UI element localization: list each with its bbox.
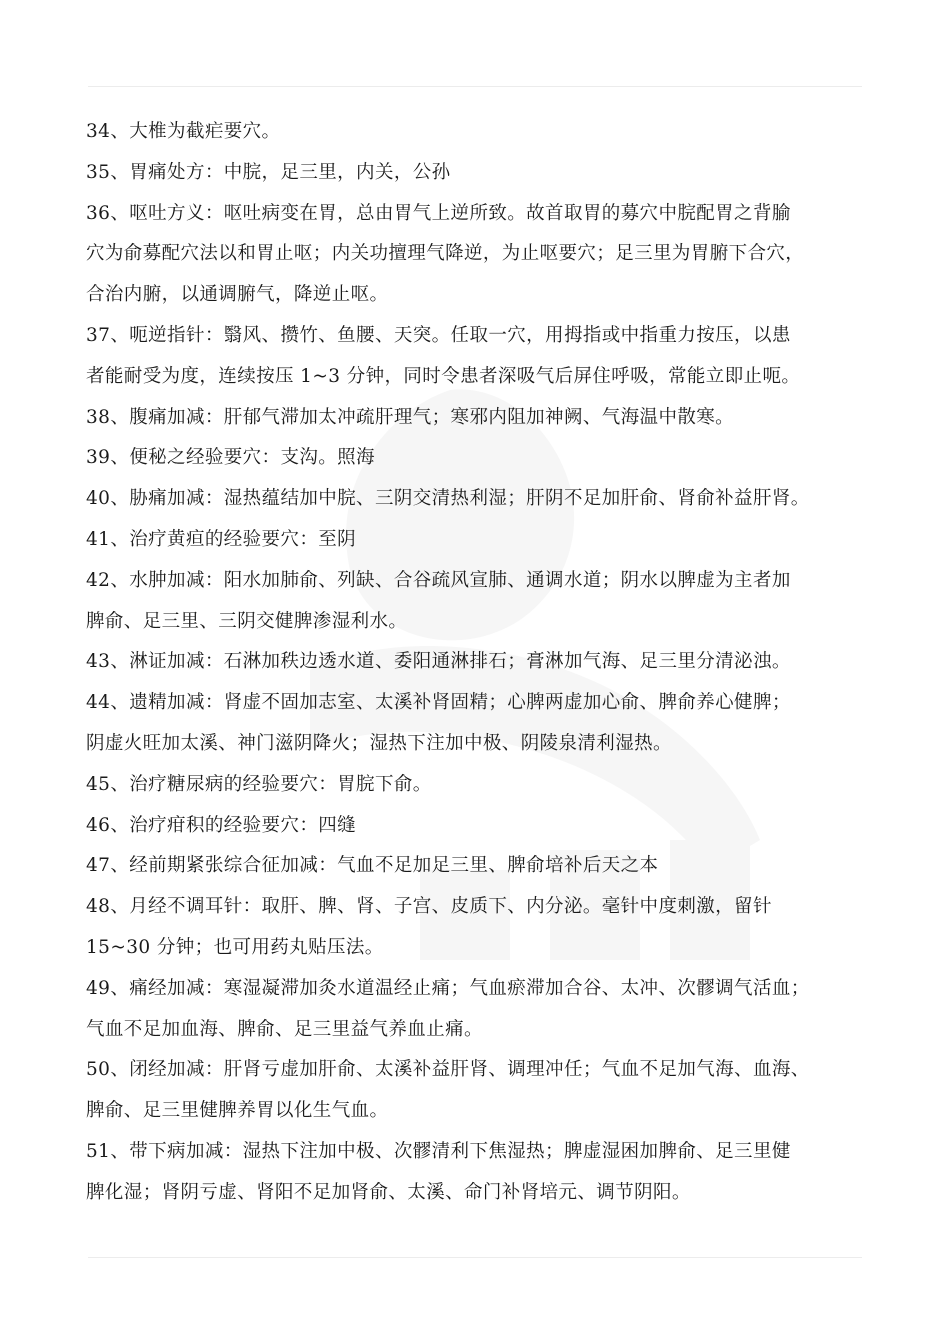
text-line: 气血不足加血海、脾俞、足三里益气养血止痛。	[86, 1018, 483, 1040]
text-line: 脾俞、足三里健脾养胃以化生气血。	[86, 1100, 389, 1122]
footer-rule	[88, 1257, 862, 1258]
text-line: 37、呃逆指针：翳风、攒竹、鱼腰、天突。任取一穴，用拇指或中指重力按压，以患	[86, 324, 791, 346]
text-line: 34、大椎为截疟要穴。	[86, 121, 281, 142]
text-line: 43、淋证加减：石淋加秩边透水道、委阳通淋排石；膏淋加气海、足三里分清泌浊。	[86, 651, 791, 673]
text-line: 脾俞、足三里、三阴交健脾渗湿利水。	[86, 610, 408, 632]
document-body	[86, 112, 886, 1214]
text-line: 42、水肿加减：阳水加肺俞、列缺、合谷疏风宣肺、通调水道；阴水以脾虚为主者加	[86, 569, 791, 591]
text-line: 者能耐受为度，连续按压 1~3 分钟，同时令患者深吸气后屏住呼吸，常能立即止呃。	[86, 365, 801, 387]
text-line: 38、腹痛加减：肝郁气滞加太冲疏肝理气；寒邪内阻加神阙、气海温中散寒。	[86, 406, 735, 428]
text-line: 39、便秘之经验要穴：支沟。照海	[86, 447, 375, 469]
text-line: 36、呕吐方义：呕吐病变在胃，总由胃气上逆所致。故首取胃的募穴中脘配胃之背腧	[86, 202, 791, 224]
text-line: 48、月经不调耳针：取肝、脾、肾、子宫、皮质下、内分泌。毫针中度刺激，留针	[86, 896, 772, 918]
text-line: 阴虚火旺加太溪、神门滋阴降火；湿热下注加中极、阴陵泉清利湿热。	[86, 732, 672, 754]
text-line: 15~30 分钟；也可用药丸贴压法。	[86, 936, 384, 958]
text-line: 49、痛经加减：寒湿凝滞加灸水道温经止痛；气血瘀滞加合谷、太冲、次髎调气活血；	[86, 977, 810, 999]
text-line: 合治内腑，以通调腑气，降逆止呕。	[86, 284, 389, 306]
text-line: 45、治疗糖尿病的经验要穴：胃脘下俞。	[86, 773, 432, 795]
text-line: 脾化湿；肾阴亏虚、肾阳不足加肾俞、太溪、命门补肾培元、调节阴阳。	[86, 1181, 691, 1203]
text-line: 50、闭经加减：肝肾亏虚加肝俞、太溪补益肝肾、调理冲任；气血不足加气海、血海、	[86, 1059, 810, 1081]
text-line: 41、治疗黄疸的经验要穴：至阴	[86, 528, 357, 550]
text-line: 44、遗精加减：肾虚不固加志室、太溪补肾固精；心脾两虚加心俞、脾俞养心健脾；	[86, 692, 791, 714]
text-line: 40、胁痛加减：湿热蕴结加中脘、三阴交清热利湿；肝阴不足加肝俞、肾俞补益肝肾。	[86, 488, 810, 510]
text-line: 51、带下病加减：湿热下注加中极、次髎清利下焦湿热；脾虚湿困加脾俞、足三里健	[86, 1140, 791, 1162]
text-line: 穴为俞募配穴法以和胃止呕；内关功擅理气降逆，为止呕要穴；足三里为胃腑下合穴，	[86, 243, 805, 265]
header-rule	[88, 86, 862, 87]
text-line: 47、经前期紧张综合征加减：气血不足加足三里、脾俞培补后天之本	[86, 855, 659, 877]
text-line: 35、胃痛处方：中脘，足三里，内关，公孙	[86, 161, 451, 183]
text-line: 46、治疗疳积的经验要穴：四缝	[86, 814, 357, 836]
